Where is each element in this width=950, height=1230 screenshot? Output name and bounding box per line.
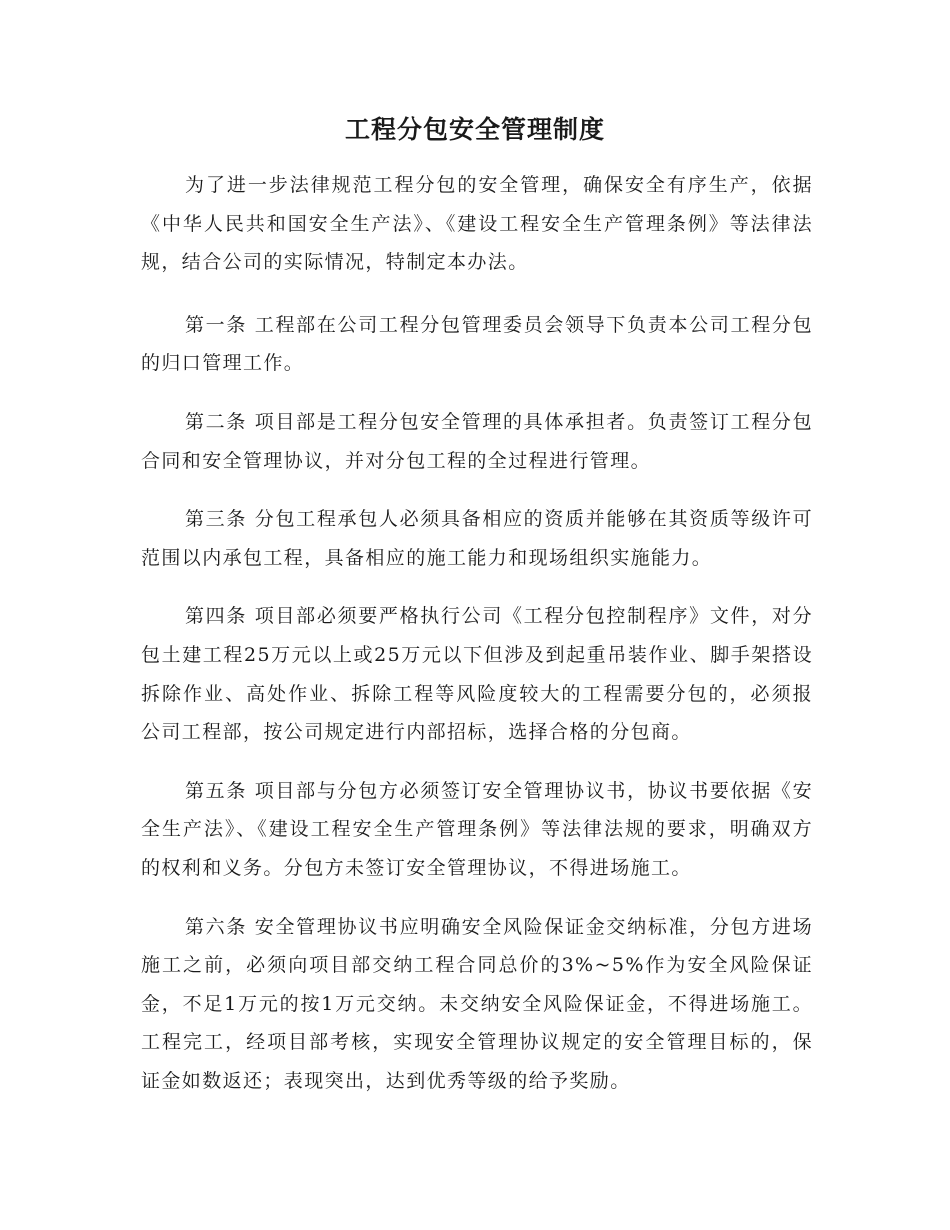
- document-title: 工程分包安全管理制度: [344, 115, 605, 144]
- article-4-paragraph: 第四条 项目部必须要严格执行公司《工程分包控制程序》文件，对分包土建工程25万元以上或25万元以下但涉及到起重吊装作业、脚手架搭设拆除作业、高处作业、拆除工程等风险度较大的工程需要分包的，必须报公司工程部，按公司规定进行内部招标，选择合格的分包商。: [141, 605, 813, 744]
- article-1-paragraph: 第一条 工程部在公司工程分包管理委员会领导下负责本公司工程分包的归口管理工作。: [141, 313, 813, 375]
- article-2-paragraph: 第二条 项目部是工程分包安全管理的具体承担者。负责签订工程分包合同和安全管理协议，并对分包工程的全过程进行管理。: [141, 410, 813, 472]
- article-5-paragraph: 第五条 项目部与分包方必须签订安全管理协议书，协议书要依据《安全生产法》、《建设工程安全生产管理条例》等法律法规的要求，明确双方的权利和义务。分包方未签订安全管理协议，不得进场施工。: [141, 779, 813, 879]
- intro-paragraph: 为了进一步法律规范工程分包的安全管理，确保安全有序生产，依据《中华人民共和国安全生产法》、《建设工程安全生产管理条例》等法律法规，结合公司的实际情况，特制定本办法。: [141, 174, 813, 274]
- article-3-paragraph: 第三条 分包工程承包人必须具备相应的资质并能够在其资质等级许可范围以内承包工程，具备相应的施工能力和现场组织实施能力。: [141, 508, 813, 569]
- document-body: [141, 166, 813, 1120]
- article-6-paragraph: 第六条 安全管理协议书应明确安全风险保证金交纳标准，分包方进场施工之前，必须向项目部交纳工程合同总价的3%~5%作为安全风险保证金，不足1万元的按1万元交纳。未交纳安全风险保证金，不得进场施工。工程完工，经项目部考核，实现安全管理协议规定的安全管理目标的，保证金如数返还；表现突出，达到优秀等级的给予奖励。: [141, 915, 813, 1092]
